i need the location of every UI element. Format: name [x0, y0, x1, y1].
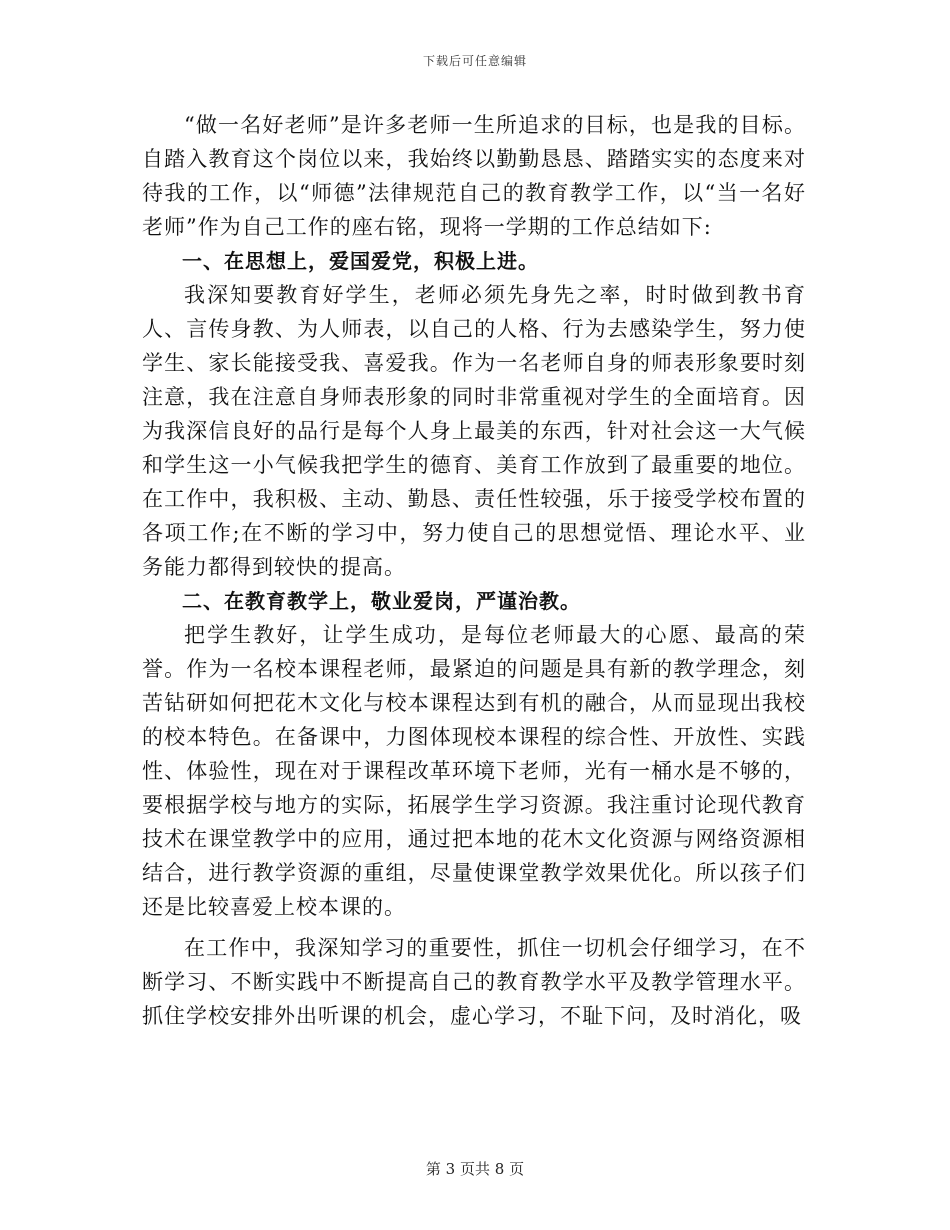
intro-paragraph: “做一名好老师”是许多老师一生所追求的目标，也是我的目标。自踏入教育这个岗位以来，我始终以勤勤恳恳、踏踏实实的态度来对待我的工作，以“师德”法律规范自己的教育教学工作，以“当一名好老师”作为自己工作的座右铭，现将一学期的工作总结如下: — [142, 113, 806, 239]
section-1-paragraph: 我深知要教育好学生，老师必须先身先之率，时时做到教书育人、言传身教、为人师表，以自己的人格、行为去感染学生，努力使学生、家长能接受我、喜爱我。作为一名老师自身的师表形象要时刻注意，我在注意自身师表形象的同时非常重视对学生的全面培育。因为我深信良好的品行是每个人身上最美的东西，针对社会这一大气候和学生这一小气候我把学生的德育、美育工作放到了最重要的地位。在工作中，我积极、主动、勤恳、责任性较强，乐于接受学校布置的各项工作;在不断的学习中，努力使自己的思想觉悟、理论水平、业务能力都得到较快的提高。 — [142, 283, 806, 579]
section-2-paragraph-1: 把学生教好，让学生成功，是每位老师最大的心愿、最高的荣誉。作为一名校本课程老师，最紧迫的问题是具有新的教学理念，刻苦钻研如何把花木文化与校本课程达到有机的融合，从而显现出我校的校本特色。在备课中，力图体现校本课程的综合性、开放性、实践性、体验性，现在对于课程改革环境下老师，光有一桶水是不够的，要根据学校与地方的实际，拓展学生学习资源。我注重讨论现代教育技术在课堂教学中的应用，通过把本地的花木文化资源与网络资源相结合，进行教学资源的重组，尽量使课堂教学效果优化。所以孩子们还是比较喜爱上校本课的。 — [142, 623, 806, 919]
section-heading-2: 二、在教育教学上，敬业爱岗，严谨治教。 — [182, 589, 581, 613]
document-body — [142, 108, 806, 1033]
page-number: 第 3 页共 8 页 — [425, 1160, 525, 1178]
page-header: 下载后可任意编辑 — [422, 54, 527, 68]
section-2-paragraph-2: 在工作中，我深知学习的重要性，抓住一切机会仔细学习，在不断学习、不断实践中不断提高自己的教育教学水平及教学管理水平。抓住学校安排外出听课的机会，虚心学习，不耻下问，及时消化，吸 — [142, 936, 806, 1028]
section-heading-1: 一、在思想上，爱国爱党，积极上进。 — [182, 249, 539, 273]
